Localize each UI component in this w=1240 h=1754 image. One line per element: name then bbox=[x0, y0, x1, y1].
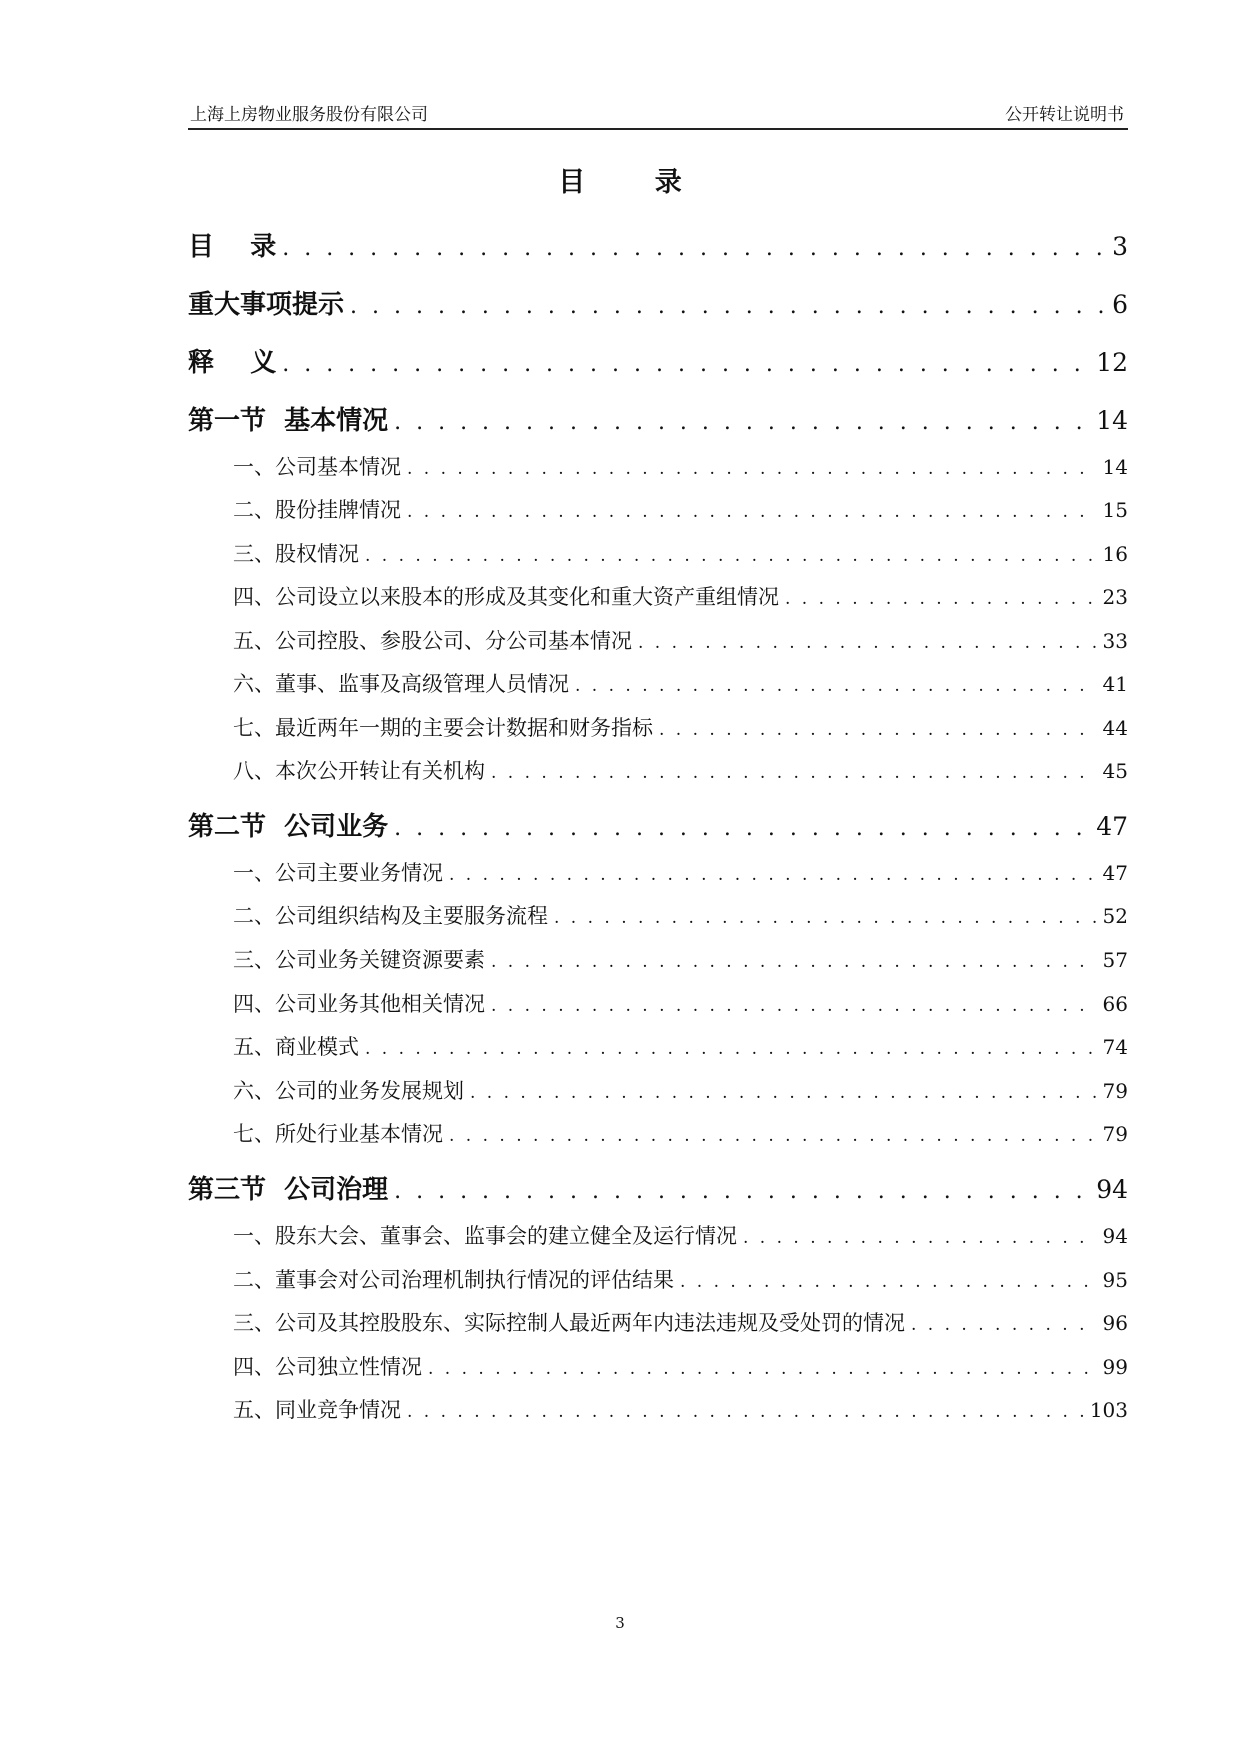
toc-entry-page: 96 bbox=[1102, 1311, 1128, 1335]
toc-entry-label: 二、公司组织结构及主要服务流程 bbox=[233, 904, 548, 928]
toc-dot-leader bbox=[350, 294, 1106, 319]
toc-entry-label: 重大事项提示 bbox=[188, 290, 345, 320]
header-company-name: 上海上房物业服务股份有限公司 bbox=[190, 105, 428, 125]
toc-entry-label: 二、董事会对公司治理机制执行情况的评估结果 bbox=[233, 1268, 674, 1292]
toc-entry-page: 95 bbox=[1102, 1268, 1128, 1292]
toc-dot-leader bbox=[554, 908, 1097, 928]
toc-subsection-entry[interactable] bbox=[188, 1394, 1128, 1424]
toc-dot-leader bbox=[407, 1402, 1084, 1422]
toc-dot-leader bbox=[365, 1039, 1097, 1059]
toc-entry-page: 47 bbox=[1096, 812, 1128, 841]
toc-dot-leader bbox=[282, 352, 1090, 377]
toc-entry-label: 二、股份挂牌情况 bbox=[233, 498, 401, 522]
toc-entry-label: 五、商业模式 bbox=[233, 1035, 359, 1059]
toc-entry-page: 103 bbox=[1089, 1398, 1128, 1422]
toc-entry-label: 第一节 基本情况 bbox=[188, 406, 389, 436]
toc-dot-leader bbox=[407, 502, 1097, 522]
toc-dot-leader bbox=[638, 633, 1097, 653]
toc-entry-label: 一、公司主要业务情况 bbox=[233, 861, 443, 885]
toc-entry-page: 44 bbox=[1102, 716, 1128, 740]
toc-subsection-entry[interactable] bbox=[188, 857, 1128, 887]
toc-section-entry[interactable] bbox=[188, 1169, 1128, 1206]
toc-dot-leader bbox=[680, 1272, 1097, 1292]
toc-entry-label: 四、公司独立性情况 bbox=[233, 1355, 422, 1379]
toc-dot-leader bbox=[491, 952, 1097, 972]
toc-subsection-entry[interactable] bbox=[188, 1307, 1128, 1337]
toc-entry-label: 五、公司控股、参股公司、分公司基本情况 bbox=[233, 629, 632, 653]
toc-dot-leader bbox=[659, 720, 1097, 740]
toc-subsection-entry[interactable] bbox=[188, 1075, 1128, 1105]
toc-dot-leader bbox=[407, 459, 1097, 479]
toc-entry-label: 五、同业竞争情况 bbox=[233, 1398, 401, 1422]
toc-dot-leader bbox=[449, 1126, 1097, 1146]
toc-dot-leader bbox=[743, 1228, 1097, 1248]
toc-dot-leader bbox=[394, 410, 1090, 435]
toc-entry-label: 七、最近两年一期的主要会计数据和财务指标 bbox=[233, 716, 653, 740]
toc-section-entry[interactable] bbox=[188, 806, 1128, 843]
toc-entry-page: 79 bbox=[1102, 1079, 1128, 1103]
toc-subsection-entry[interactable] bbox=[188, 900, 1128, 930]
toc-subsection-entry[interactable] bbox=[188, 1220, 1128, 1250]
toc-entry-label: 六、公司的业务发展规划 bbox=[233, 1079, 464, 1103]
toc-entry-label: 七、所处行业基本情况 bbox=[233, 1122, 443, 1146]
toc-entry-label: 一、股东大会、董事会、监事会的建立健全及运行情况 bbox=[233, 1224, 737, 1248]
toc-entry-label: 八、本次公开转让有关机构 bbox=[233, 759, 485, 783]
page-number: 3 bbox=[615, 1614, 625, 1632]
toc-dot-leader bbox=[365, 546, 1097, 566]
toc-entry-label: 三、公司业务关键资源要素 bbox=[233, 948, 485, 972]
toc-entry-label: 目 录 bbox=[188, 232, 277, 262]
toc-entry-label: 第二节 公司业务 bbox=[188, 812, 389, 842]
toc-dot-leader bbox=[394, 1179, 1090, 1204]
toc-subsection-entry[interactable] bbox=[188, 755, 1128, 785]
toc-section-entry[interactable] bbox=[188, 400, 1128, 437]
toc-entry-page: 3 bbox=[1112, 232, 1128, 261]
toc-dot-leader bbox=[394, 816, 1090, 841]
toc-dot-leader bbox=[428, 1359, 1097, 1379]
toc-dot-leader bbox=[491, 763, 1097, 783]
toc-dot-leader bbox=[575, 676, 1097, 696]
toc-entry-page: 47 bbox=[1102, 861, 1128, 885]
toc-entry-label: 第三节 公司治理 bbox=[188, 1175, 389, 1205]
toc-dot-leader bbox=[282, 236, 1106, 261]
toc-title: 目 录 bbox=[558, 167, 712, 198]
toc-entry-page: 66 bbox=[1102, 992, 1128, 1016]
toc-subsection-entry[interactable] bbox=[188, 494, 1128, 524]
toc-subsection-entry[interactable] bbox=[188, 625, 1128, 655]
toc-entry-label: 四、公司设立以来股本的形成及其变化和重大资产重组情况 bbox=[233, 585, 779, 609]
toc-subsection-entry[interactable] bbox=[188, 668, 1128, 698]
toc-entry-page: 41 bbox=[1102, 672, 1128, 696]
toc-dot-leader bbox=[491, 996, 1097, 1016]
page-header bbox=[188, 98, 1128, 130]
toc-entry-label: 一、公司基本情况 bbox=[233, 455, 401, 479]
toc-dot-leader bbox=[470, 1083, 1097, 1103]
toc-entry-label: 六、董事、监事及高级管理人员情况 bbox=[233, 672, 569, 696]
toc-subsection-entry[interactable] bbox=[188, 538, 1128, 568]
toc-entry-page: 79 bbox=[1102, 1122, 1128, 1146]
toc-entry-page: 33 bbox=[1102, 629, 1128, 653]
toc-entry-label: 三、股权情况 bbox=[233, 542, 359, 566]
toc-subsection-entry[interactable] bbox=[188, 1031, 1128, 1061]
toc-subsection-entry[interactable] bbox=[188, 712, 1128, 742]
toc-section-entry[interactable] bbox=[188, 226, 1128, 263]
toc-subsection-entry[interactable] bbox=[188, 1264, 1128, 1294]
toc-entry-page: 14 bbox=[1096, 406, 1128, 435]
toc-entry-page: 15 bbox=[1102, 498, 1128, 522]
toc-subsection-entry[interactable] bbox=[188, 581, 1128, 611]
toc-entry-page: 94 bbox=[1102, 1224, 1128, 1248]
toc-subsection-entry[interactable] bbox=[188, 1351, 1128, 1381]
toc-entry-page: 6 bbox=[1112, 290, 1128, 319]
toc-entry-page: 57 bbox=[1102, 948, 1128, 972]
toc-entry-label: 四、公司业务其他相关情况 bbox=[233, 992, 485, 1016]
toc-dot-leader bbox=[911, 1315, 1097, 1335]
toc-section-entry[interactable] bbox=[188, 284, 1128, 321]
toc-entry-page: 12 bbox=[1096, 348, 1128, 377]
toc-entry-page: 23 bbox=[1102, 585, 1128, 609]
toc-dot-leader bbox=[785, 589, 1097, 609]
toc-entry-page: 99 bbox=[1102, 1355, 1128, 1379]
toc-subsection-entry[interactable] bbox=[188, 944, 1128, 974]
toc-entry-label: 三、公司及其控股股东、实际控制人最近两年内违法违规及受处罚的情况 bbox=[233, 1311, 905, 1335]
toc-entry-page: 94 bbox=[1096, 1175, 1128, 1204]
toc-entry-page: 14 bbox=[1102, 455, 1128, 479]
toc-section-entry[interactable] bbox=[188, 342, 1128, 379]
toc-subsection-entry[interactable] bbox=[188, 451, 1128, 481]
toc-subsection-entry[interactable] bbox=[188, 988, 1128, 1018]
toc-entry-page: 45 bbox=[1102, 759, 1128, 783]
toc-entry-page: 52 bbox=[1102, 904, 1128, 928]
toc-entry-label: 释 义 bbox=[188, 348, 277, 378]
toc-entry-page: 16 bbox=[1102, 542, 1128, 566]
toc-subsection-entry[interactable] bbox=[188, 1118, 1128, 1148]
toc-dot-leader bbox=[449, 865, 1097, 885]
header-document-type: 公开转让说明书 bbox=[1005, 105, 1124, 125]
toc-entry-page: 74 bbox=[1102, 1035, 1128, 1059]
